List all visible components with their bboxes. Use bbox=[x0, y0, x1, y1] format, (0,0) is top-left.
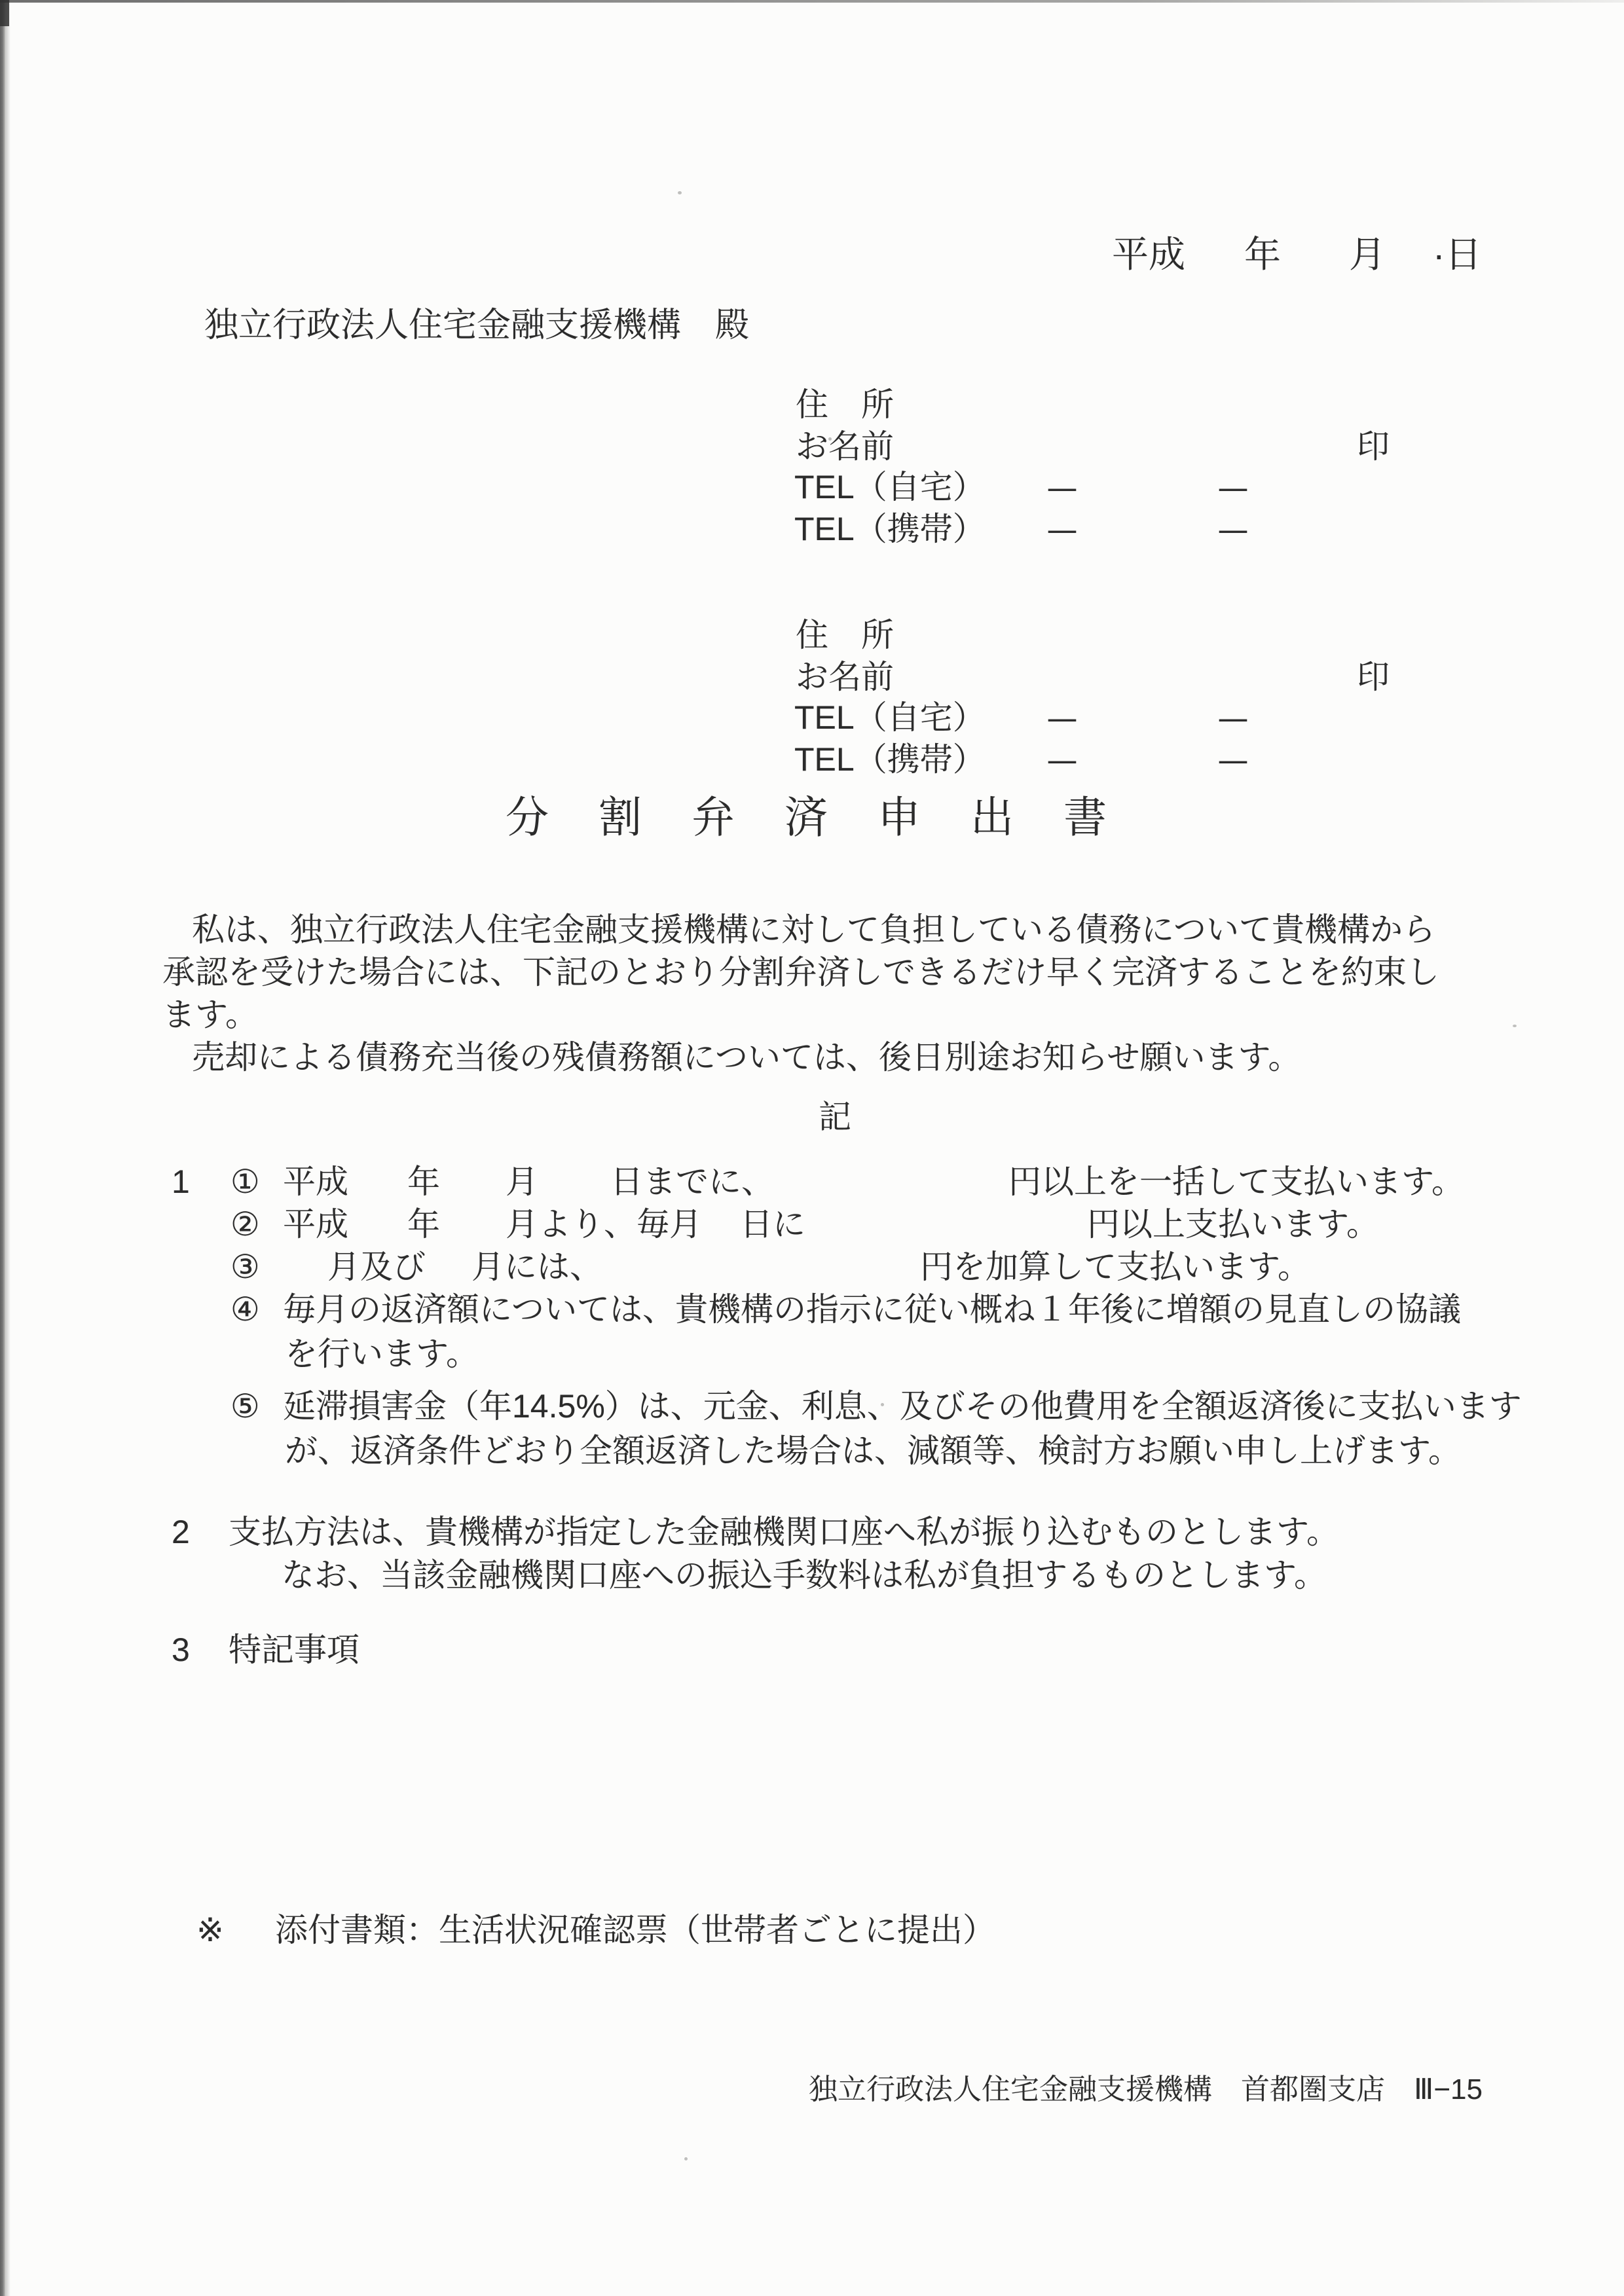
tel-mobile-row bbox=[0, 740, 1624, 786]
paragraph2: 売却による債務充当後の残債務額については、後日別途お知らせ願います。 bbox=[192, 1039, 1301, 1076]
payment-phrase: 円を加算して支払います。 bbox=[920, 1248, 1310, 1285]
paragraph1-line2: 承認を受けた場合には、下記のとおり分割弁済しできるだけ早く完済することを約束し bbox=[162, 954, 1439, 991]
date-line bbox=[0, 234, 1624, 280]
tel-dash: ― bbox=[1048, 741, 1077, 778]
address-label: 住 所 bbox=[796, 386, 894, 423]
address-row bbox=[0, 385, 1624, 431]
section1-number: 1 bbox=[172, 1163, 190, 1200]
year-label: 年 bbox=[407, 1206, 440, 1243]
tel-dash: ― bbox=[1219, 511, 1247, 547]
section3-number: 3 bbox=[172, 1631, 190, 1668]
era-label: 平成 bbox=[283, 1206, 348, 1243]
section2-text1: 支払方法は、貴機構が指定した金融機関口座へ私が振り込むものとします。 bbox=[229, 1514, 1339, 1550]
date-day-label: ·日 bbox=[1433, 234, 1482, 275]
name-label: お名前 bbox=[796, 659, 894, 695]
scan-speck bbox=[684, 2157, 688, 2160]
month-phrase: 月より、毎月 bbox=[506, 1206, 702, 1243]
date-era-label: 平成 bbox=[1112, 234, 1185, 275]
month-phrase-2: 月には、 bbox=[471, 1248, 602, 1285]
day-phrase: 日に bbox=[740, 1206, 805, 1243]
scan-speck bbox=[1513, 1025, 1517, 1027]
item-marker-5: ⑤ bbox=[231, 1388, 260, 1425]
tel-dash: ― bbox=[1048, 469, 1077, 505]
section2-line1 bbox=[0, 1512, 1624, 1558]
day-phrase: 日までに、 bbox=[610, 1163, 774, 1200]
item-marker-3: ③ bbox=[231, 1248, 260, 1285]
section1-line5 bbox=[0, 1387, 1624, 1432]
note-text: 添付書類：生活状況確認票（世帯者ごとに提出） bbox=[275, 1912, 995, 1948]
seal-label: 印 bbox=[1357, 428, 1390, 465]
scan-speck bbox=[678, 191, 682, 194]
tel-home-row bbox=[0, 467, 1624, 513]
item4-continuation: を行います。 bbox=[285, 1336, 479, 1372]
note-mark: ※ bbox=[196, 1912, 224, 1948]
name-label: お名前 bbox=[796, 428, 894, 465]
tel-home-label: TEL（自宅） bbox=[794, 469, 986, 505]
section2-line2 bbox=[0, 1556, 1624, 1601]
tel-dash: ― bbox=[1219, 699, 1247, 736]
section1-line2 bbox=[0, 1205, 1624, 1250]
payment-phrase: 円以上を一括して支払います。 bbox=[1008, 1163, 1464, 1200]
date-month-label: 月 bbox=[1349, 234, 1386, 275]
address-row bbox=[0, 615, 1624, 661]
section1-line4-cont bbox=[0, 1334, 1624, 1380]
section1-line3 bbox=[0, 1247, 1624, 1293]
section-3 bbox=[0, 1630, 1624, 1676]
page-title: 分割弁済申出書 bbox=[506, 793, 1156, 841]
tel-dash: ― bbox=[1048, 511, 1077, 547]
tel-dash: ― bbox=[1048, 699, 1077, 736]
item-marker-2: ② bbox=[231, 1206, 260, 1243]
scan-top-edge-artifact bbox=[0, 0, 1624, 3]
seal-label: 印 bbox=[1357, 659, 1390, 695]
payment-phrase: 円以上支払います。 bbox=[1087, 1206, 1379, 1243]
item5-continuation: が、返済条件どおり全額返済した場合は、減額等、検討方お願い申し上げます。 bbox=[285, 1432, 1461, 1469]
section1-line1 bbox=[0, 1162, 1624, 1208]
date-year-label: 年 bbox=[1244, 234, 1281, 275]
tel-mobile-row bbox=[0, 509, 1624, 555]
attachment-note bbox=[0, 1910, 1624, 1956]
paragraph1-line1: 私は、独立行政法人住宅金融支援機構に対して負担している債務について貴機構から bbox=[192, 911, 1435, 948]
era-label: 平成 bbox=[283, 1163, 348, 1200]
paragraph1-line3: ます。 bbox=[162, 996, 258, 1033]
section2-number: 2 bbox=[172, 1514, 190, 1550]
month-label: 月 bbox=[506, 1163, 538, 1200]
tel-home-label: TEL（自宅） bbox=[794, 699, 986, 736]
tel-mobile-label: TEL（携帯） bbox=[794, 741, 986, 778]
tel-home-row bbox=[0, 698, 1624, 744]
item-marker-4: ④ bbox=[231, 1291, 260, 1328]
section3-label: 特記事項 bbox=[229, 1631, 360, 1668]
tel-dash: ― bbox=[1219, 469, 1247, 505]
addressee-line: 独立行政法人住宅金融支援機構 殿 bbox=[204, 306, 750, 344]
address-label: 住 所 bbox=[796, 617, 894, 653]
item-marker-1: ① bbox=[231, 1163, 260, 1200]
section1-line4 bbox=[0, 1290, 1624, 1336]
tel-dash: ― bbox=[1219, 741, 1247, 778]
footer-branch-label: 独立行政法人住宅金融支援機構 首都圏支店 Ⅲ−15 bbox=[809, 2073, 1483, 2105]
ki-heading: 記 bbox=[819, 1099, 851, 1135]
item4-text: 毎月の返済額については、貴機構の指示に従い概ね１年後に増額の見直しの協議 bbox=[283, 1291, 1461, 1328]
tel-mobile-label: TEL（携帯） bbox=[794, 511, 986, 547]
section1-line5-cont bbox=[0, 1431, 1624, 1477]
item5-text: 延滞損害金（年14.5%）は、元金、利息、及びその他費用を全額返済後に支払います bbox=[283, 1388, 1522, 1425]
year-label: 年 bbox=[407, 1163, 440, 1200]
section2-text2: なお、当該金融機関口座への振込手数料は私が負担するものとします。 bbox=[282, 1557, 1327, 1594]
name-row bbox=[0, 427, 1624, 473]
month-phrase-1: 月及び bbox=[327, 1248, 426, 1285]
name-row bbox=[0, 657, 1624, 703]
scan-corner-artifact bbox=[0, 0, 9, 26]
